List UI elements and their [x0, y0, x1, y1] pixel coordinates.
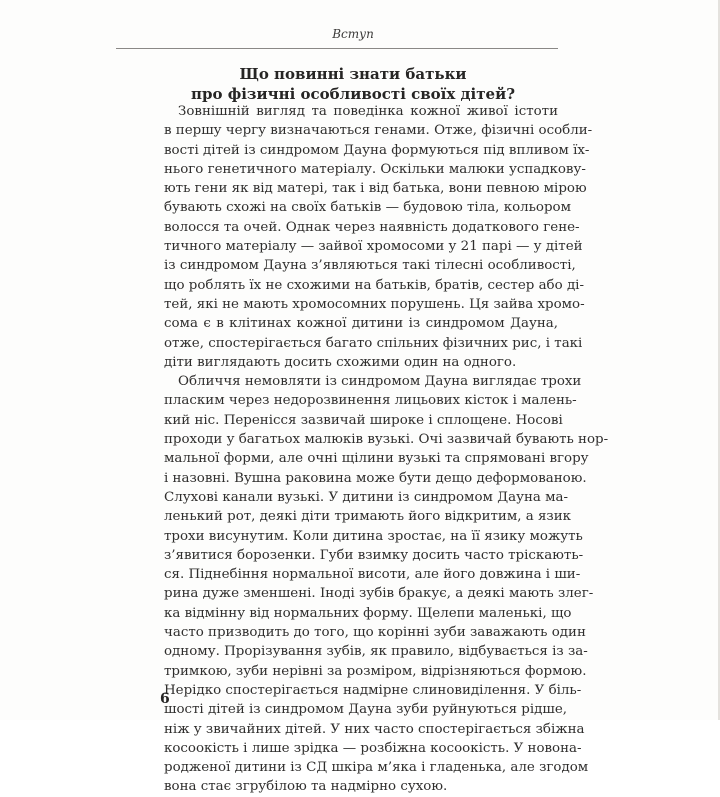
text-line: часто призводить до того, що корінні зуби заважають один — [164, 625, 586, 641]
header-rule — [116, 48, 558, 49]
section-title — [150, 64, 556, 104]
text-line: ніж у звичайних дітей. У них часто спостерігається збіжна — [164, 721, 585, 737]
text-line: вона стає згрубілою та надмірно сухою. — [164, 779, 448, 795]
text-line: ка відмінну від нормальних форму. Щелепи маленькі, що — [164, 605, 572, 621]
text-line: бувають схожі на своїх батьків — будовою тіла, кольором — [164, 200, 572, 216]
text-line: і назовні. Вушна раковина може бути дещо деформованою. — [164, 470, 587, 486]
text-line: волосся та очей. Однак через наявність додаткового гене- — [164, 219, 580, 235]
text-line: рина дуже зменшені. Іноді зубів бракує, а деякі мають злег- — [164, 586, 594, 602]
body-text — [164, 102, 609, 797]
text-line: діти виглядають досить схожими один на одного. — [164, 354, 517, 370]
title-line: Що повинні знати батьки — [239, 65, 467, 83]
text-line: тримкою, зуби нерівні за розміром, відрізняються формою. — [164, 663, 587, 679]
text-line: вості дітей із синдромом Дауна формуються під впливом їх- — [164, 142, 590, 158]
text-line: ють гени як від матері, так і від батька, вони певною мірою — [164, 181, 587, 197]
text-line: в першу чергу визначаються генами. Отже, фізичні особли- — [164, 123, 593, 139]
text-line: Обличчя немовляти із синдромом Дауна виглядає трохи — [178, 374, 582, 390]
text-line: кий ніс. Перенісся зазвичай широке і сплощене. Носові — [164, 412, 563, 428]
paragraph — [164, 102, 593, 372]
text-line: нього генетичного матеріалу. Оскільки малюки успадкову- — [164, 161, 586, 177]
text-line: проходи у багатьох малюків вузькі. Очі зазвичай бувають нор- — [164, 432, 609, 448]
running-head: Вступ — [332, 27, 374, 41]
text-line: отже, спостерігається багато спільних фізичних рис, і такі — [164, 335, 583, 351]
text-line: Зовнішній вигляд та поведінка кожної живої істоти — [178, 104, 558, 119]
text-line: ленький рот, деякі діти тримають його відкритим, а язик — [164, 509, 572, 525]
paragraph — [164, 372, 609, 797]
text-line: сома є в клітинах кожної дитини із синдромом Дауна, — [164, 316, 558, 332]
text-line: шості дітей із синдромом Дауна зуби руйнуються рідше, — [164, 702, 568, 718]
text-line: що роблять їх не схожими на батьків, братів, сестер або ді- — [164, 277, 584, 293]
text-line: з’явитися борозенки. Губи взимку досить часто тріскають- — [164, 547, 584, 563]
text-line: Слухові канали вузькі. У дитини із синдромом Дауна ма- — [164, 489, 569, 505]
page-number: 6 — [160, 691, 170, 707]
title-line: про фізичні особливості своїх дітей? — [191, 85, 515, 103]
text-line: тичного матеріалу — зайвої хромосоми у 21 парі — у дітей — [164, 239, 583, 255]
text-line: трохи висунутим. Коли дитина зростає, на її язику можуть — [164, 528, 583, 544]
text-line: із синдромом Дауна з’являються такі тілесні особливості, — [164, 258, 576, 274]
text-line: тей, які не мають хромосомних порушень. Ця зайва хромо- — [164, 296, 585, 312]
text-line: мальної форми, але очні щілини вузькі та спрямовані вгору — [164, 451, 589, 467]
text-line: ся. Піднебіння нормальної висоти, але його довжина і ши- — [164, 567, 581, 583]
text-line: родженої дитини із СД шкіра м’яка і гладенька, але згодом — [164, 760, 589, 776]
text-line: одному. Прорізування зубів, як правило, відбувається із за- — [164, 644, 588, 660]
text-line: пласким через недорозвинення лицьових кісток і малень- — [164, 393, 577, 409]
text-line: косоокість і лише зрідка — розбіжна косоокість. У новона- — [164, 740, 582, 756]
text-line: Нерідко спостерігається надмірне слиновиділення. У біль- — [164, 682, 582, 698]
